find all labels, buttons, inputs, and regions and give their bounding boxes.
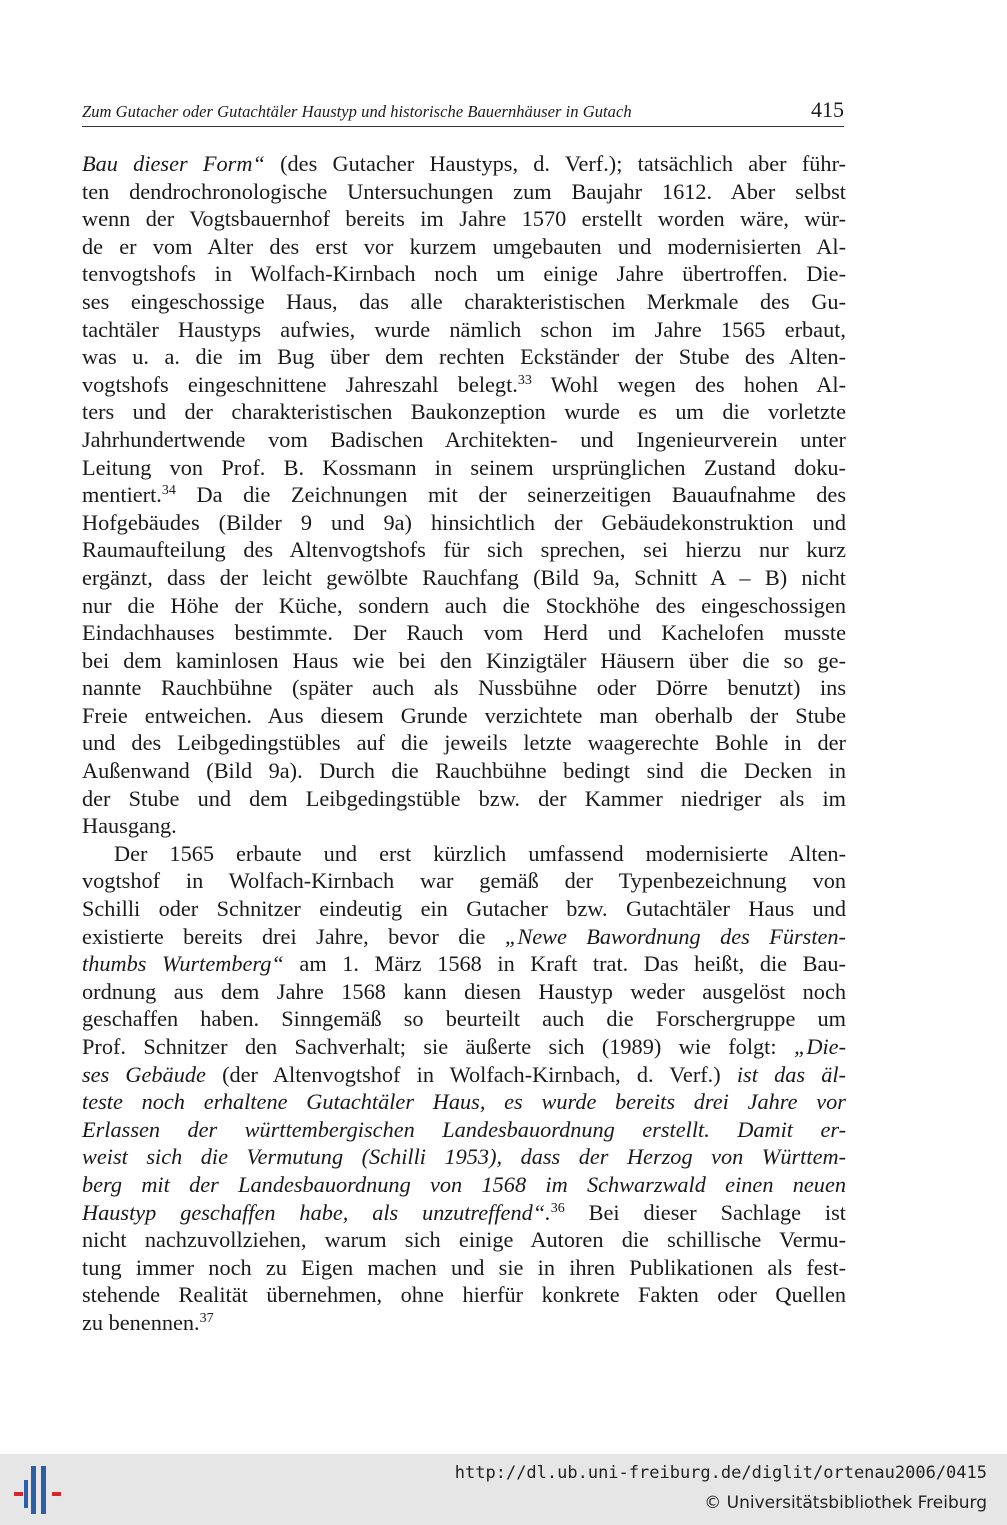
article-body — [82, 150, 846, 1337]
copyright-notice: © Universitätsbibliothek Freiburg — [704, 1493, 987, 1513]
text-line: bei dem kaminlosen Haus wie bei den Kinzigtäler Häusern über die so ge- — [82, 647, 846, 673]
text-line — [82, 371, 846, 399]
text-line: Außenwand (Bild 9a). Durch die Rauchbühne bedingt sind die Decken in — [82, 758, 846, 784]
text-line — [82, 1061, 846, 1089]
text-line: nicht nachzuvollziehen, warum sich einige Autoren die schillische Vermu- — [82, 1227, 846, 1253]
italic-quote: „Newe Bawordnung des Fürsten- — [504, 923, 846, 949]
text-line — [82, 1171, 846, 1199]
text-span: (des Gutacher Haustyps, d. Verf.); tatsächlich aber führ- — [264, 151, 846, 176]
text-line: Schilli oder Schnitzer eindeutig ein Gutacher bzw. Gutachtäler Haus und — [82, 896, 846, 922]
text-span: existierte bereits drei Jahre, bevor die — [82, 923, 505, 949]
text-line — [82, 481, 846, 509]
text-line: tung immer noch zu Eigen machen und sie in ihren Publikationen als fest- — [82, 1254, 846, 1280]
text-line: tenvogtshofs in Wolfach-Kirnbach noch um einige Jahre übertroffen. Die- — [82, 261, 846, 287]
text-span: Bei dieser Sachlage ist — [564, 1199, 846, 1225]
text-line: und des Leibgedingstübles auf die jeweils letzte waagerechte Bohle in der — [82, 730, 846, 756]
text-span: zu benennen. — [82, 1309, 200, 1335]
text-span: Prof. Schnitzer den Sachverhalt; sie äußerte sich (1989) wie folgt: — [82, 1034, 794, 1059]
text-span: mentiert. — [82, 482, 162, 508]
text-line: de er vom Alter des erst vor kurzem umgebauten und modernisierten Al- — [82, 233, 846, 259]
footnote-ref-33[interactable]: 33 — [517, 372, 532, 388]
text-span: Wohl wegen des hohen Al- — [531, 371, 847, 397]
text-span: vogtshofs eingeschnittene Jahreszahl belegt. — [82, 371, 518, 397]
running-header — [82, 96, 844, 127]
italic-quote: berg mit der Landesbauordnung von 1568 im Schwarzwald einen neuen — [82, 1171, 846, 1197]
text-line — [82, 1033, 846, 1061]
text-line — [82, 150, 846, 178]
text-span: (der Altenvogtshof in Wolfach-Kirnbach, d. Verf.) — [205, 1061, 737, 1087]
text-line: Raumaufteilung des Altenvogtshofs für sich sprechen, sei hierzu nur kurz — [82, 537, 846, 563]
text-line: Leitung von Prof. B. Kossmann in seinem ursprünglichen Zustand doku- — [82, 454, 846, 480]
text-span: Da die Zeichnungen mit der seinerzeitigen Bauaufnahme des — [175, 482, 846, 508]
italic-quote: „Die- — [793, 1034, 846, 1059]
italic-quote: ist das äl- — [736, 1061, 846, 1087]
text-line: wenn der Vogtsbauernhof bereits im Jahre 1570 erstellt worden wäre, wür- — [82, 206, 846, 232]
footnote-ref-36[interactable]: 36 — [550, 1200, 565, 1216]
text-span: am 1. März 1568 in Kraft trat. Das heißt, die Bau- — [283, 951, 846, 977]
text-line: ten dendrochronologische Untersuchungen zum Baujahr 1612. Aber selbst — [82, 178, 846, 204]
page-number: 415 — [811, 97, 844, 122]
paragraph-1 — [82, 150, 846, 840]
text-line: Eindachhauses bestimmte. Der Rauch vom Herd und Kachelofen musste — [82, 620, 846, 646]
text-line: geschaffen haben. Sinngemäß so beurteilt auch die Forschergruppe um — [82, 1006, 846, 1032]
running-title: Zum Gutacher oder Gutachtäler Haustyp und historische Bauernhäuser in Gutach — [82, 102, 632, 121]
paragraph-2 — [82, 840, 846, 1337]
footer-bar — [0, 1454, 1007, 1525]
footnote-ref-37[interactable]: 37 — [199, 1310, 214, 1326]
text-line: tachtäler Haustyps aufwies, wurde nämlich schon im Jahre 1565 erbaut, — [82, 316, 846, 342]
italic-quote: teste noch erhaltene Gutachtäler Haus, es wurde bereits drei Jahre vor — [82, 1089, 846, 1115]
text-line: ergänzt, dass der leicht gewölbte Rauchfang (Bild 9a, Schnitt A – B) nicht — [82, 564, 846, 590]
ub-freiburg-logo-icon — [12, 1462, 66, 1518]
text-line — [82, 1309, 846, 1337]
text-line: ordnung aus dem Jahre 1568 kann diesen Haustyp weder ausgelöst noch — [82, 978, 846, 1004]
permalink-url[interactable]: http://dl.ub.uni-freiburg.de/diglit/ortenau2006/0415 — [454, 1463, 987, 1483]
text-line: stehende Realität übernehmen, ohne hierfür konkrete Fakten oder Quellen — [82, 1282, 846, 1308]
text-line: ters und der charakteristischen Baukonzeption wurde es um die vorletzte — [82, 399, 846, 425]
text-line: Jahrhundertwende vom Badischen Architekten- und Ingenieurverein unter — [82, 426, 846, 452]
italic-quote: Haustyp geschaffen habe, als unzutreffend“. — [82, 1199, 551, 1225]
text-line — [82, 1199, 846, 1227]
text-line: Der 1565 erbaute und erst kürzlich umfassend modernisierte Alten- — [114, 840, 846, 866]
text-line — [82, 1088, 846, 1116]
text-line: ses eingeschossige Haus, das alle charakteristischen Merkmale des Gu- — [82, 288, 846, 314]
italic-quote: ses Gebäude — [82, 1061, 206, 1087]
text-line: Freie entweichen. Aus diesem Grunde verzichtete man oberhalb der Stube — [82, 702, 846, 728]
text-line — [82, 923, 846, 951]
italic-quote: Erlassen der württembergischen Landesbauordnung erstellt. Damit er- — [82, 1116, 846, 1142]
footnote-ref-34[interactable]: 34 — [161, 483, 176, 499]
text-line: Hausgang. — [82, 813, 177, 839]
text-line: was u. a. die im Bug über dem rechten Eckständer der Stube des Alten- — [82, 344, 846, 370]
text-line: der Stube und dem Leibgedingstüble bzw. der Kammer niedriger als im — [82, 785, 846, 811]
text-line — [82, 950, 846, 978]
text-line — [82, 1143, 846, 1171]
italic-quote: Bau dieser Form“ — [82, 151, 265, 176]
italic-quote: thumbs Wurtemberg“ — [82, 951, 284, 977]
text-line: vogtshof in Wolfach-Kirnbach war gemäß der Typenbezeichnung von — [82, 868, 846, 894]
text-line: nur die Höhe der Küche, sondern auch die Stockhöhe des eingeschossigen — [82, 592, 846, 618]
text-line: nannte Rauchbühne (später auch als Nussbühne oder Dörre benutzt) ins — [82, 675, 846, 701]
text-line — [82, 1116, 846, 1144]
italic-quote: weist sich die Vermutung (Schilli 1953), dass der Herzog von Württem- — [82, 1144, 846, 1170]
text-line: Hofgebäudes (Bilder 9 und 9a) hinsichtlich der Gebäudekonstruktion und — [82, 509, 846, 535]
